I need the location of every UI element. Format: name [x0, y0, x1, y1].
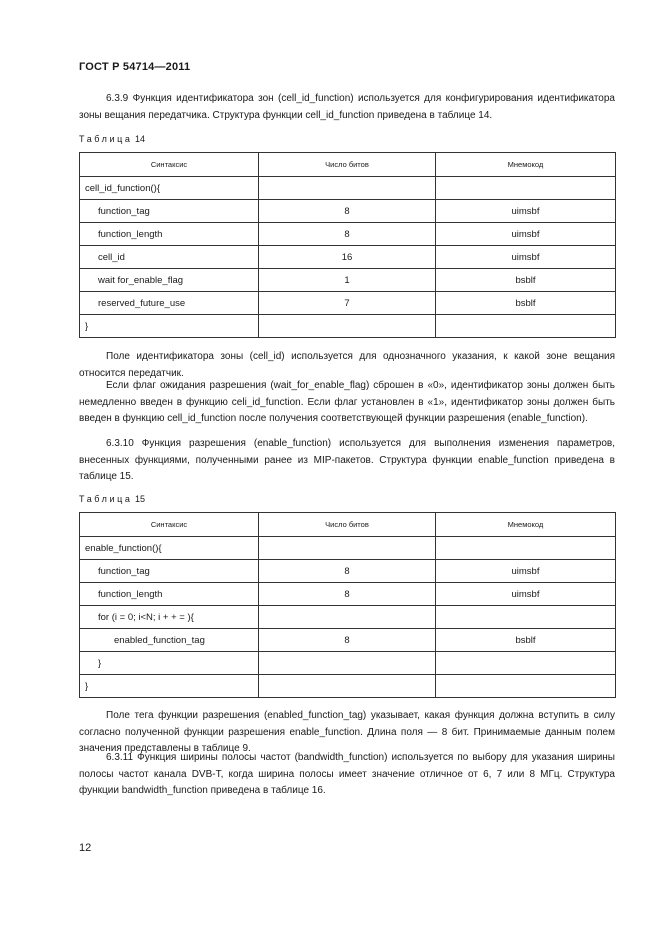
- bits-cell: [259, 652, 436, 675]
- table-row: [80, 652, 616, 675]
- bits-cell: 8: [259, 583, 436, 606]
- syntax-cell: function_tag: [80, 200, 259, 223]
- table-caption-word: Таблица: [79, 134, 133, 144]
- table-row: [80, 246, 616, 269]
- syntax-cell: function_tag: [80, 560, 259, 583]
- header-bits: Число битов: [259, 153, 436, 177]
- syntax-cell: reserved_future_use: [80, 292, 259, 315]
- mnemonic-cell: uimsbf: [436, 223, 616, 246]
- paragraph-wait-flag: Если флаг ожидания разрешения (wait_for_enable_flag) сброшен в «0», идентификатор зоны должен быть немедленно введен в функцию celi_id_function. Если флаг установлен в «1», идентификатор зоны должен быть введен в функцию cell_id_function после получения соответствующей функции разрешения (enable_function).: [79, 380, 615, 424]
- mnemonic-cell: [436, 177, 616, 200]
- syntax-cell: wait for_enable_flag: [80, 269, 259, 292]
- mnemonic-cell: uimsbf: [436, 246, 616, 269]
- syntax-cell: cell_id_function(){: [80, 177, 259, 200]
- table-row: [80, 315, 616, 338]
- table-15: [79, 512, 616, 698]
- table-caption-word: Таблица: [79, 494, 133, 504]
- mnemonic-cell: bsblf: [436, 269, 616, 292]
- mnemonic-cell: bsblf: [436, 629, 616, 652]
- mnemonic-cell: uimsbf: [436, 200, 616, 223]
- bits-cell: [259, 315, 436, 338]
- bits-cell: 8: [259, 223, 436, 246]
- table-row: [80, 200, 616, 223]
- syntax-cell: for (i = 0; i<N; i + + = ){: [80, 606, 259, 629]
- syntax-cell: function_length: [80, 583, 259, 606]
- syntax-cell: function_length: [80, 223, 259, 246]
- table-row: [80, 292, 616, 315]
- header-syntax: Синтаксис: [80, 513, 259, 537]
- paragraph-6-3-11: 6.3.11 Функция ширины полосы частот (bandwidth_function) используется по выбору для указания ширины полосы частот канала DVB-T, когда ширина полосы имеет значение отличное от 6, 7 или 8 МГц. Структура функции bandwidth_function приведена в таблице 16.: [79, 752, 615, 796]
- page-number: 12: [79, 842, 92, 854]
- table-header-row: [80, 513, 616, 537]
- bits-cell: 1: [259, 269, 436, 292]
- bits-cell: [259, 606, 436, 629]
- bits-cell: [259, 177, 436, 200]
- mnemonic-cell: uimsbf: [436, 560, 616, 583]
- table-caption-number: 15: [135, 494, 146, 504]
- table-row: [80, 223, 616, 246]
- table-header-row: [80, 153, 616, 177]
- header-mnemonic: Мнемокод: [436, 513, 616, 537]
- table-row: [80, 560, 616, 583]
- syntax-cell: cell_id: [80, 246, 259, 269]
- table-row: [80, 583, 616, 606]
- header-mnemonic: Мнемокод: [436, 153, 616, 177]
- syntax-cell: }: [80, 675, 259, 698]
- mnemonic-cell: bsblf: [436, 292, 616, 315]
- mnemonic-cell: [436, 652, 616, 675]
- syntax-cell: enable_function(){: [80, 537, 259, 560]
- bits-cell: [259, 675, 436, 698]
- header-bits: Число битов: [259, 513, 436, 537]
- paragraph-cell-id: Поле идентификатора зоны (cell_id) используется для однозначного указания, к какой зоне вещания относится передатчик.: [79, 351, 615, 379]
- mnemonic-cell: [436, 537, 616, 560]
- table-14-caption: [79, 134, 145, 144]
- mnemonic-cell: [436, 675, 616, 698]
- syntax-cell: }: [80, 315, 259, 338]
- table-row: [80, 269, 616, 292]
- bits-cell: 8: [259, 560, 436, 583]
- bits-cell: 16: [259, 246, 436, 269]
- bits-cell: 7: [259, 292, 436, 315]
- table-15-caption: [79, 494, 145, 504]
- paragraph-6-3-10: 6.3.10 Функция разрешения (enable_function) используется для выполнения изменения параметров, внесенных функциями, полученными ранее из MIP-пакетов. Структура функции enable_function приведена в таблице 15.: [79, 438, 615, 482]
- table-row: [80, 177, 616, 200]
- paragraph-enabled-tag: Поле тега функции разрешения (enabled_function_tag) указывает, какая функция должна вступить в силу согласно полученной функции разрешения enable_function. Длина поля — 8 бит. Принимаемые данным полем значения представлены в таблице 9.: [79, 710, 615, 754]
- table-14: [79, 152, 616, 338]
- table-row: [80, 675, 616, 698]
- mnemonic-cell: [436, 315, 616, 338]
- document-header: ГОСТ Р 54714—2011: [79, 61, 191, 73]
- mnemonic-cell: [436, 606, 616, 629]
- syntax-cell: }: [80, 652, 259, 675]
- table-row: [80, 606, 616, 629]
- bits-cell: 8: [259, 629, 436, 652]
- bits-cell: 8: [259, 200, 436, 223]
- paragraph-6-3-9: 6.3.9 Функция идентификатора зон (cell_id_function) используется для конфигурирования идентификатора зоны вещания передатчика. Структура функции cell_id_function приведена в таблице 14.: [79, 93, 615, 121]
- mnemonic-cell: uimsbf: [436, 583, 616, 606]
- header-syntax: Синтаксис: [80, 153, 259, 177]
- syntax-cell: enabled_function_tag: [80, 629, 259, 652]
- table-row: [80, 629, 616, 652]
- table-row: [80, 537, 616, 560]
- bits-cell: [259, 537, 436, 560]
- table-caption-number: 14: [135, 134, 146, 144]
